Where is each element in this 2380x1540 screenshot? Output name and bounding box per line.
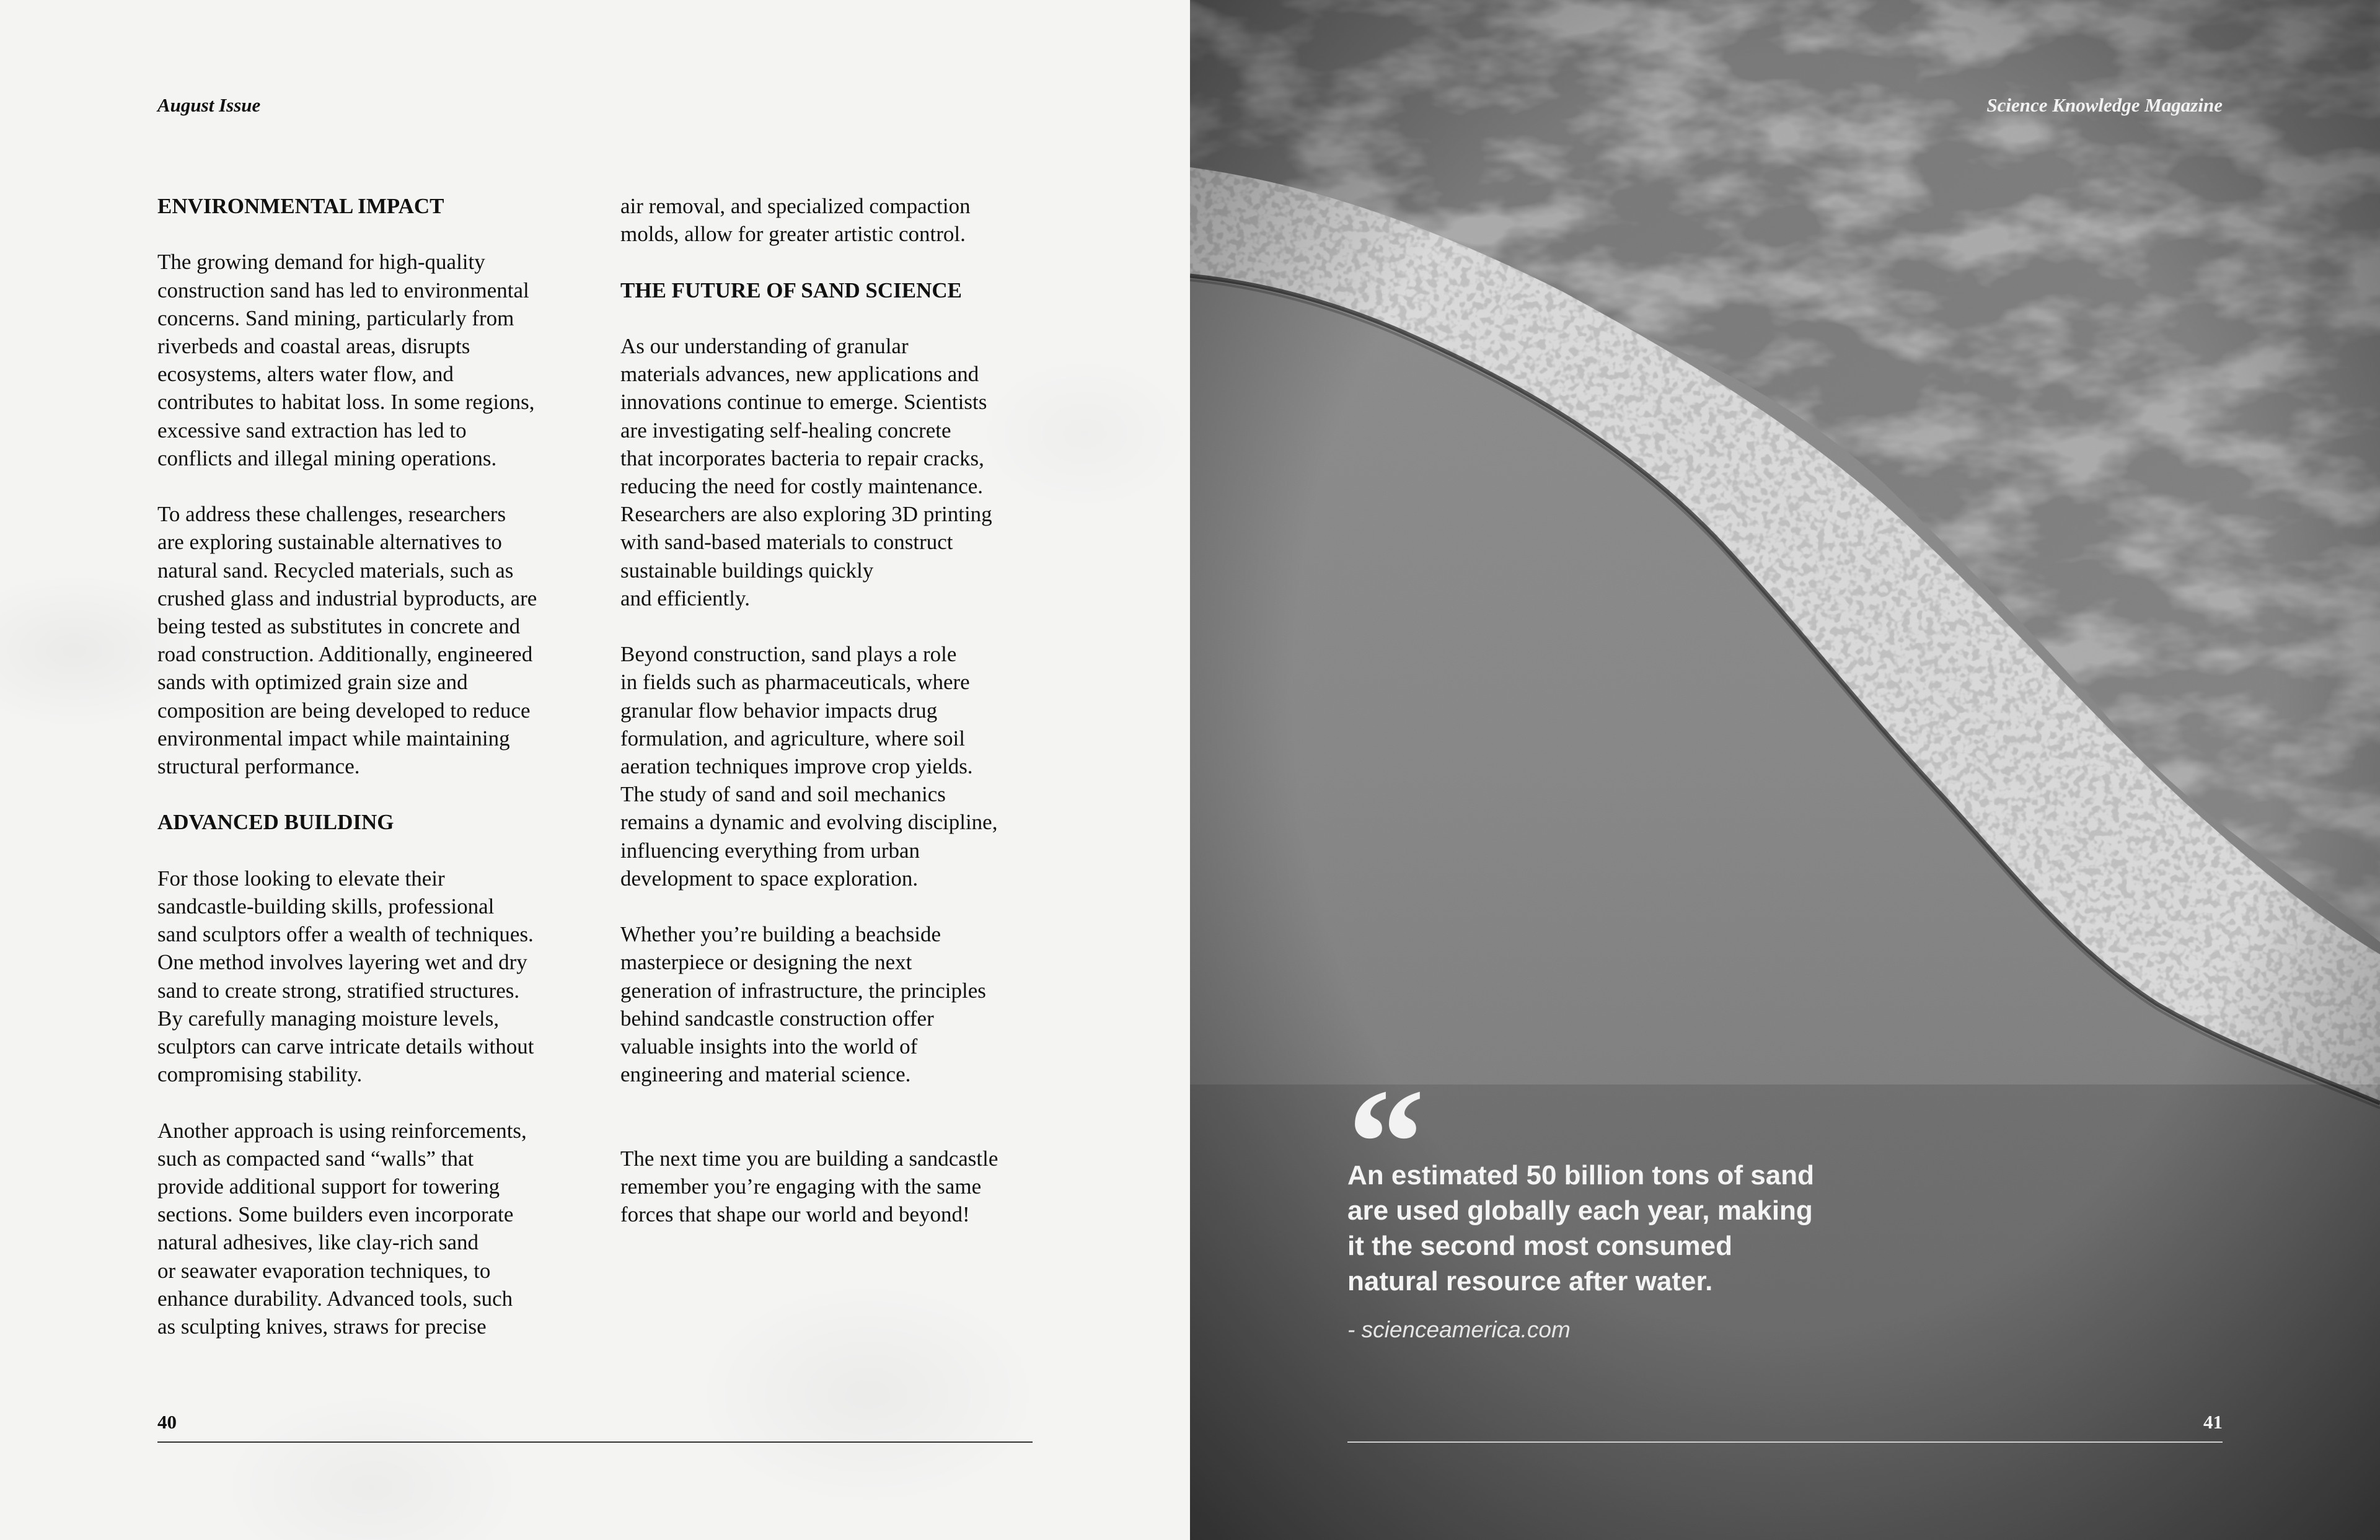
issue-header: August Issue — [157, 94, 261, 116]
paragraph: To address these challenges, researchers are exploring sustainable alternatives to natural sand. Recycled materials, such as crushed glass and industrial byproducts, are being tested as substitutes in concrete and road construction. Additionally, engineered sands with optimized grain size and composition are being developed to reduce environmental impact while maintaining structural performance. — [157, 502, 537, 779]
section-heading-advanced-building: ADVANCED BUILDING — [157, 810, 394, 835]
article-column-2 — [620, 192, 1036, 1228]
magazine-header: Science Knowledge Magazine — [1986, 94, 2223, 116]
page-number: 40 — [157, 1411, 177, 1433]
page-number: 41 — [2203, 1411, 2223, 1433]
right-page — [1190, 0, 2380, 1540]
paragraph: Beyond construction, sand plays a role in fields such as pharmaceuticals, where granular flow behavior impacts drug formulation, and agriculture, where soil aeration techniques improve crop yields. The study of sand and soil mechanics remains a dynamic and evolving discipline, influencing everything from urban development to space exploration. — [620, 642, 998, 891]
paragraph: Whether you’re building a beachside masterpiece or designing the next generation of infrastructure, the principles behind sandcastle construction offer valuable insights into the world of engineering and material science. — [620, 922, 986, 1087]
paragraph: air removal, and specialized compaction molds, allow for greater artistic control. — [620, 194, 971, 247]
paragraph: Another approach is using reinforcements, such as compacted sand “walls” that provide additional support for towering sections. Some builders even incorporate natural adhesives, like clay-rich sand or seawater evaporation techniques, to enhance durability. Advanced tools, such as sculpting knives, straws for precise — [157, 1118, 527, 1339]
paragraph: As our understanding of granular materials advances, new applications and innovations continue to emerge. Scientists are investigating self-healing concrete that incorporates bacteria to repair cracks, reducing the need for costly maintenance. Researchers are also exploring 3D printing with sand-based materials to construct sustainable buildings quickly and efficiently. — [620, 333, 992, 610]
paragraph: For those looking to elevate their sandcastle-building skills, professional sand sculptors offer a wealth of techniques. One method involves layering wet and dry sand to create strong, stratified structures. By carefully managing moisture levels, sculptors can carve intricate details without compromising stability. — [157, 866, 534, 1087]
paragraph: The growing demand for high-quality construction sand has led to environmental concerns. Sand mining, particularly from riverbeds and coastal areas, disrupts ecosystems, alters water flow, and contributes to habitat loss. In some regions, excessive sand extraction has led to conflicts and illegal mining operations. — [157, 250, 535, 470]
pull-quote: An estimated 50 billion tons of sand are used globally each year, making it the second most consumed natural resource after water. — [1347, 1160, 1814, 1296]
paragraph: The next time you are building a sandcastle remember you’re engaging with the same forces that shape our world and beyond! — [620, 1146, 998, 1227]
footer-rule — [1347, 1441, 2223, 1443]
quote-mark-icon: “ — [1347, 1057, 1425, 1229]
section-heading-future-of-sand-science: THE FUTURE OF SAND SCIENCE — [620, 278, 963, 302]
footer-rule — [157, 1441, 1033, 1443]
article-column-1 — [157, 192, 573, 1340]
section-heading-environmental-impact: ENVIRONMENTAL IMPACT — [157, 194, 444, 218]
beach-wave-photo — [1190, 0, 2380, 1540]
quote-source: - scienceamerica.com — [1347, 1317, 1571, 1342]
